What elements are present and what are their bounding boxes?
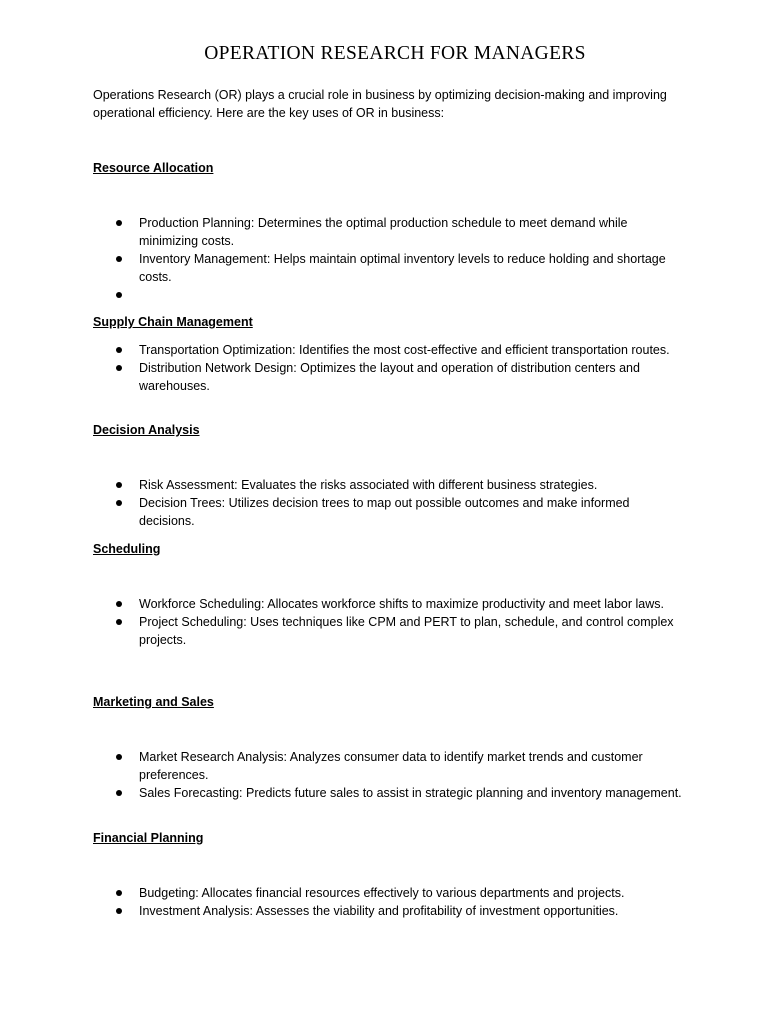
- list-item-empty: [93, 286, 683, 304]
- section-heading-marketing-and-sales: Marketing and Sales: [93, 695, 214, 709]
- list-item-text: Workforce Scheduling: Allocates workforce shifts to maximize productivity and meet labor laws.: [139, 597, 664, 611]
- bullet-list-financial-planning: [93, 884, 683, 920]
- list-item-text: Inventory Management: Helps maintain optimal inventory levels to reduce holding and shortage costs.: [139, 252, 666, 284]
- list-item-text: Budgeting: Allocates financial resources effectively to various departments and projects.: [139, 886, 625, 900]
- list-item: [93, 214, 683, 250]
- bullet-icon: [116, 754, 122, 760]
- section-heading-supply-chain-management: Supply Chain Management: [93, 315, 253, 329]
- bullet-icon: [116, 347, 122, 353]
- section-heading-scheduling: Scheduling: [93, 542, 161, 556]
- bullet-list-decision-analysis: [93, 476, 683, 530]
- list-item: [93, 595, 683, 613]
- bullet-icon: [116, 601, 122, 607]
- bullet-list-resource-allocation: [93, 214, 683, 304]
- list-item-text: Risk Assessment: Evaluates the risks associated with different business strategies.: [139, 478, 598, 492]
- list-item-text: Production Planning: Determines the optimal production schedule to meet demand while minimizing costs.: [139, 216, 628, 248]
- list-item: [93, 476, 683, 494]
- list-item: [93, 748, 683, 784]
- bullet-icon: [116, 908, 122, 914]
- bullet-icon: [116, 365, 122, 371]
- list-item: [93, 884, 683, 902]
- list-item: [93, 494, 683, 530]
- bullet-icon: [116, 220, 122, 226]
- bullet-icon: [116, 256, 122, 262]
- bullet-icon: [116, 619, 122, 625]
- section-heading-financial-planning: Financial Planning: [93, 831, 204, 845]
- list-item: [93, 359, 683, 395]
- section-heading-decision-analysis: Decision Analysis: [93, 423, 200, 437]
- list-item: [93, 250, 683, 286]
- bullet-icon: [116, 482, 122, 488]
- list-item: [93, 784, 683, 802]
- list-item: [93, 902, 683, 920]
- document-title: OPERATION RESEARCH FOR MANAGERS: [204, 43, 586, 64]
- bullet-icon: [116, 790, 122, 796]
- list-item: [93, 341, 683, 359]
- section-heading-resource-allocation: Resource Allocation: [93, 161, 214, 175]
- list-item-text: Investment Analysis: Assesses the viability and profitability of investment opportunities.: [139, 904, 619, 918]
- intro-paragraph: Operations Research (OR) plays a crucial role in business by optimizing decision-making and improving operational efficiency. Here are the key uses of OR in business:: [93, 88, 667, 120]
- list-item-text: Project Scheduling: Uses techniques like CPM and PERT to plan, schedule, and control complex projects.: [139, 615, 674, 647]
- bullet-list-supply-chain-management: [93, 341, 683, 395]
- bullet-icon: [116, 890, 122, 896]
- list-item: [93, 613, 683, 649]
- bullet-list-marketing-and-sales: [93, 748, 683, 802]
- list-item-text: Transportation Optimization: Identifies the most cost-effective and efficient transportation routes.: [139, 343, 670, 357]
- bullet-icon: [116, 500, 122, 506]
- bullet-icon: [116, 292, 122, 298]
- list-item-text: Market Research Analysis: Analyzes consumer data to identify market trends and customer preferences.: [139, 750, 643, 782]
- list-item-text: Decision Trees: Utilizes decision trees to map out possible outcomes and make informed decisions.: [139, 496, 630, 528]
- bullet-list-scheduling: [93, 595, 683, 649]
- list-item-text: Sales Forecasting: Predicts future sales to assist in strategic planning and inventory management.: [139, 786, 682, 800]
- list-item-text: Distribution Network Design: Optimizes the layout and operation of distribution centers and warehouses.: [139, 361, 640, 393]
